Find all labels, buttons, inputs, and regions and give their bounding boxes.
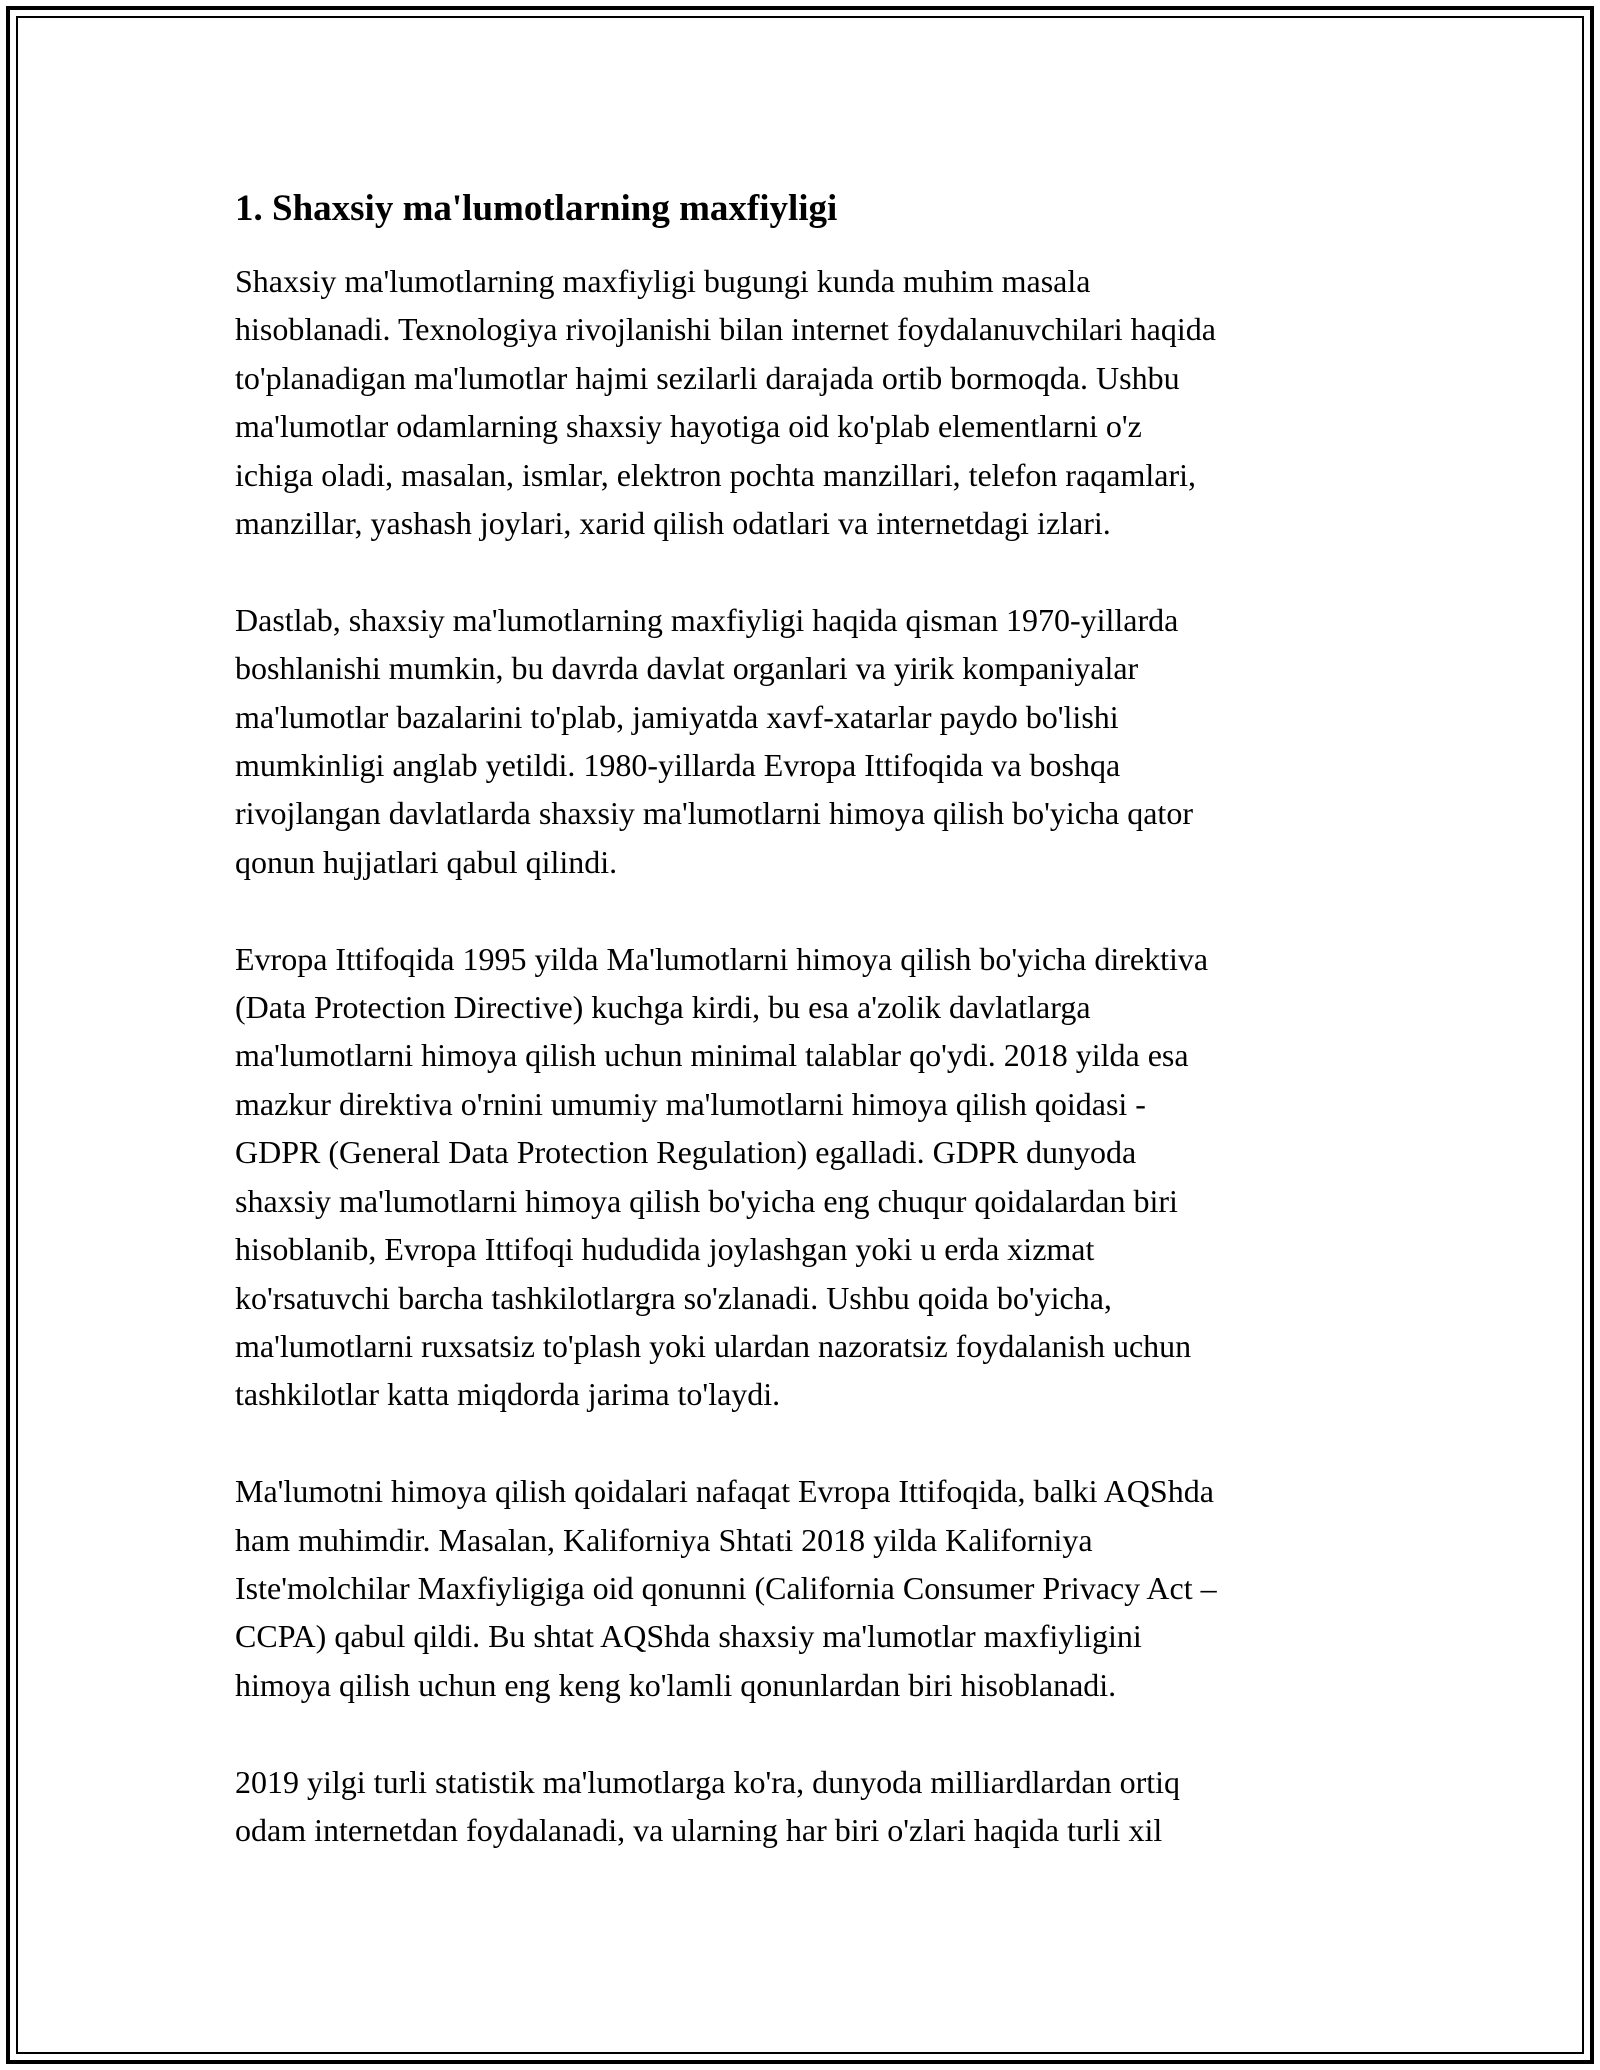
text-line: CCPA) qabul qildi. Bu shtat AQShda shaxsiy ma'lumotlar maxfiyligini — [235, 1618, 1142, 1655]
text-line: ma'lumotlarni ruxsatsiz to'plash yoki ulardan nazoratsiz foydalanish uchun — [235, 1327, 1192, 1364]
text-line: 2019 yilgi turli statistik ma'lumotlarga ko'ra, dunyoda milliardlardan ortiq — [235, 1763, 1180, 1800]
text-line: mazkur direktiva o'rnini umumiy ma'lumotlarni himoya qilish qoidasi - — [235, 1085, 1146, 1122]
text-line: hisoblanib, Evropa Ittifoqi hududida joylashgan yoki u erda xizmat — [235, 1231, 1095, 1268]
paragraph-list — [235, 257, 1370, 1854]
text-line: Shaxsiy ma'lumotlarning maxfiyligi bugungi kunda muhim masala — [235, 263, 1091, 299]
text-line: ma'lumotlarni himoya qilish uchun minimal talablar qo'ydi. 2018 yilda esa — [235, 1037, 1189, 1074]
text-line: Dastlab, shaxsiy ma'lumotlarning maxfiyligi haqida qisman 1970-yillarda — [235, 601, 1179, 638]
text-line: hisoblanadi. Texnologiya rivojlanishi bilan internet foydalanuvchilari haqida — [235, 311, 1216, 348]
text-line: himoya qilish uchun eng keng ko'lamli qonunlardan biri hisoblanadi. — [235, 1666, 1117, 1703]
document-body — [235, 185, 1370, 1903]
paragraph — [235, 935, 1370, 1419]
text-line: odam internetdan foydalanadi, va ularning har biri o'zlari haqida turli xil — [235, 1811, 1163, 1848]
text-line: qonun hujjatlari qabul qilindi. — [235, 843, 618, 880]
text-line: Ma'lumotni himoya qilish qoidalari nafaqat Evropa Ittifoqida, balki AQShda — [235, 1473, 1214, 1510]
section-heading: 1. Shaxsiy ma'lumotlarning maxfiyligi — [235, 188, 838, 229]
text-line: ichiga oladi, masalan, ismlar, elektron pochta manzillari, telefon raqamlari, — [235, 456, 1197, 493]
text-line: tashkilotlar katta miqdorda jarima to'laydi. — [235, 1376, 781, 1413]
text-line: Evropa Ittifoqida 1995 yilda Ma'lumotlarni himoya qilish bo'yicha direktiva — [235, 940, 1209, 977]
text-line: ko'rsatuvchi barcha tashkilotlargra so'zlanadi. Ushbu qoida bo'yicha, — [235, 1279, 1112, 1316]
text-line: (Data Protection Directive) kuchga kirdi, bu esa a'zolik davlatlarga — [235, 989, 1091, 1026]
text-line: manzillar, yashash joylari, xarid qilish odatlari va internetdagi izlari. — [235, 505, 1111, 542]
text-line: ham muhimdir. Masalan, Kaliforniya Shtati 2018 yilda Kaliforniya — [235, 1521, 1093, 1558]
text-line: boshlanishi mumkin, bu davrda davlat organlari va yirik kompaniyalar — [235, 650, 1139, 687]
text-line: rivojlangan davlatlarda shaxsiy ma'lumotlarni himoya qilish bo'yicha qator — [235, 795, 1193, 832]
text-line: ma'lumotlar bazalarini to'plab, jamiyatda xavf-xatarlar paydo bo'lishi — [235, 698, 1119, 735]
paragraph — [235, 596, 1370, 886]
text-line: ma'lumotlar odamlarning shaxsiy hayotiga oid ko'plab elementlarni o'z — [235, 408, 1142, 445]
text-line: GDPR (General Data Protection Regulation) egalladi. GDPR dunyoda — [235, 1134, 1137, 1171]
paragraph — [235, 1467, 1370, 1709]
paragraph — [235, 257, 1370, 547]
text-line: shaxsiy ma'lumotlarni himoya qilish bo'yicha eng chuqur qoidalardan biri — [235, 1182, 1178, 1219]
paragraph — [235, 1758, 1370, 1855]
text-line: mumkinligi anglab yetildi. 1980-yillarda Evropa Ittifoqida va boshqa — [235, 747, 1121, 784]
text-line: Iste'molchilar Maxfiyligiga oid qonunni (California Consumer Privacy Act – — [235, 1569, 1217, 1606]
text-line: to'planadigan ma'lumotlar hajmi sezilarli darajada ortib bormoqda. Ushbu — [235, 359, 1180, 396]
